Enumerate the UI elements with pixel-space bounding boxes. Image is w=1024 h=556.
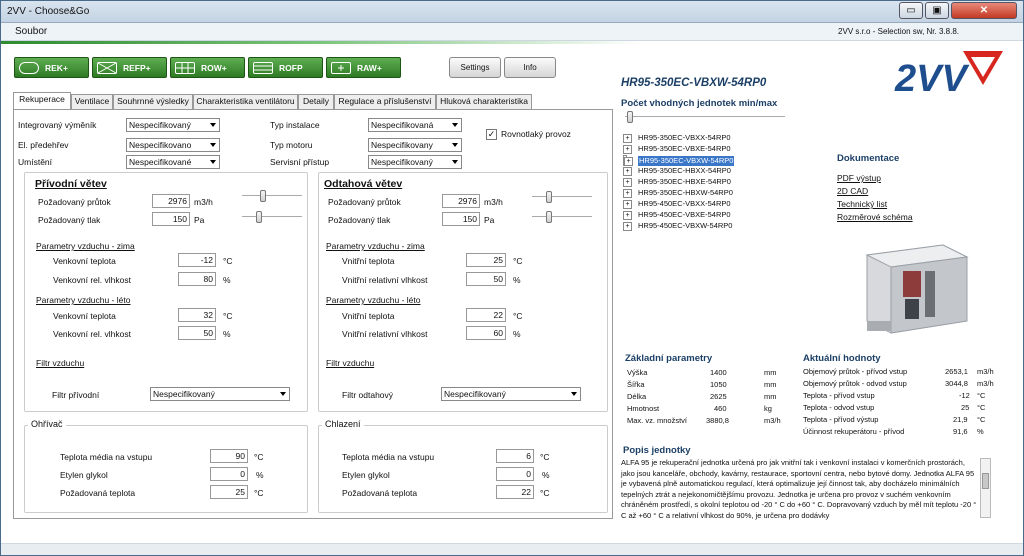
cooler-glycol-unit: %: [542, 470, 550, 480]
supply-group: [24, 172, 308, 412]
title-bar: [1, 1, 1023, 23]
supply-winter-temp-unit: °C: [223, 256, 233, 266]
exhaust-winter-hum-label: Vnitřní relativní vlhkost: [342, 275, 428, 285]
supply-flow-unit: m3/h: [194, 197, 213, 207]
exhaust-winter-hum-unit: %: [513, 275, 521, 285]
heater-target-label: Požadovaná teplota: [60, 488, 136, 498]
exhaust-pressure-input[interactable]: 150: [442, 212, 480, 226]
exchanger-label: Integrovaný výměník: [18, 120, 97, 130]
placement-value: Nespecifikované: [129, 157, 192, 167]
unit-list-label: HR95-450EC-VBXE-54RP0: [638, 210, 731, 219]
cooler-temp-in-unit: °C: [540, 452, 550, 462]
supply-winter-hum-input[interactable]: 80: [178, 272, 216, 286]
slider-thumb[interactable]: [546, 211, 552, 223]
supply-summer-title: Parametry vzduchu - léto: [36, 295, 131, 305]
exchanger-value: Nespecifikovaný: [129, 120, 191, 130]
supply-summer-temp-label: Venkovní teplota: [53, 311, 116, 321]
slider-track: [625, 116, 785, 118]
tab-detaily[interactable]: Detaily: [298, 94, 334, 109]
raw-icon: [331, 62, 351, 74]
actual-label: Účinnost rekuperátoru - přívod: [803, 427, 905, 436]
exchanger-select[interactable]: [126, 118, 220, 132]
param-unit: mm: [764, 392, 777, 401]
slider-thumb[interactable]: [256, 211, 262, 223]
supply-summer-hum-unit: %: [223, 329, 231, 339]
exhaust-summer-temp-label: Vnitřní teplota: [342, 311, 395, 321]
exhaust-winter-title: Parametry vzduchu - zima: [326, 241, 425, 251]
preheater-label: El. předehřev: [18, 140, 69, 150]
menu-file[interactable]: Soubor: [15, 26, 48, 37]
company-logo: [893, 51, 1003, 100]
actual-value: 3044,8: [945, 379, 968, 388]
cooler-group: [318, 425, 608, 513]
exhaust-summer-temp-unit: °C: [513, 311, 523, 321]
rofp-button[interactable]: [248, 57, 323, 78]
expand-icon[interactable]: +: [623, 178, 632, 187]
install-value: Nespecifikovaná: [371, 120, 434, 130]
actual-label: Objemový průtok - odvod vstup: [803, 379, 907, 388]
chevron-down-icon: [452, 123, 458, 127]
supply-filter-label: Filtr přívodní: [52, 390, 100, 400]
rekuperace-panel: [13, 109, 613, 519]
refp-button[interactable]: [92, 57, 167, 78]
actual-title: Aktuální hodnoty: [803, 353, 881, 364]
supply-summer-hum-input[interactable]: 50: [178, 326, 216, 340]
tech-sheet-link[interactable]: Technický list: [837, 199, 888, 209]
slider-thumb[interactable]: [546, 191, 552, 203]
supply-winter-temp-label: Venkovní teplota: [53, 256, 116, 266]
supply-flow-input[interactable]: 2976: [152, 194, 190, 208]
heater-title: Ohřívač: [28, 419, 66, 429]
supply-winter-temp-input[interactable]: -12: [178, 253, 216, 267]
actual-label: Teplota - přívod vstup: [803, 391, 875, 400]
supply-pressure-input[interactable]: 150: [152, 212, 190, 226]
header-divider: [1, 41, 641, 44]
supply-flow-slider[interactable]: [242, 189, 302, 203]
exhaust-summer-temp-input[interactable]: 22: [466, 308, 506, 322]
supply-flow-label: Požadovaný průtok: [38, 197, 111, 207]
motor-select[interactable]: [368, 138, 462, 152]
service-value: Nespecifikovaný: [371, 157, 433, 167]
unit-list-label: HR95-450EC-VBXX-54RP0: [638, 199, 731, 208]
supply-pressure-unit: Pa: [194, 215, 205, 225]
cooler-target-unit: °C: [540, 488, 550, 498]
param-value: 3880,8: [706, 416, 729, 425]
actual-unit: °C: [977, 391, 986, 400]
install-select[interactable]: [368, 118, 462, 132]
preheater-value: Nespecifikovano: [129, 140, 192, 150]
actual-unit: °C: [977, 415, 986, 424]
exhaust-summer-title: Parametry vzduchu - léto: [326, 295, 421, 305]
param-label: Šířka: [627, 380, 645, 389]
supply-filter-select[interactable]: [150, 387, 290, 401]
unit-count-title: Počet vhodných jednotek min/max: [621, 98, 778, 109]
chevron-down-icon: [452, 143, 458, 147]
tab-souhrnne-vysledky[interactable]: Souhrnné výsledky: [113, 94, 193, 109]
pdf-output-link[interactable]: PDF výstup: [837, 173, 881, 183]
unit-list-label: HR95-350EC-VBXE-54RP0: [638, 144, 731, 153]
heater-temp-in-input[interactable]: 90: [210, 449, 248, 463]
version-label: 2VV s.r.o - Selection sw, Nr. 3.8.8.: [838, 27, 959, 36]
expand-icon[interactable]: +: [623, 200, 632, 209]
exhaust-summer-hum-label: Vnitřní relativní vlhkost: [342, 329, 428, 339]
placement-label: Umístění: [18, 157, 53, 167]
actual-value: -12: [959, 391, 970, 400]
supply-winter-hum-label: Venkovní rel. vlhkost: [53, 275, 131, 285]
cooler-title: Chlazení: [322, 419, 364, 429]
row-label: ROW+: [201, 63, 227, 73]
expand-icon[interactable]: +: [624, 157, 633, 166]
exhaust-winter-temp-input[interactable]: 25: [466, 253, 506, 267]
scrollbar-thumb[interactable]: [982, 473, 989, 489]
exhaust-title: Odtahová větev: [324, 178, 403, 190]
row-icon: [175, 62, 195, 74]
actual-value: 2653,1: [945, 367, 968, 376]
chevron-down-icon: [210, 143, 216, 147]
exhaust-filter-value: Nespecifikovaný: [444, 389, 506, 399]
dimension-schema-link[interactable]: Rozměrové schéma: [837, 212, 913, 222]
docs-title: Dokumentace: [837, 153, 900, 164]
heater-glycol-label: Etylen glykol: [60, 470, 108, 480]
unit-count-slider[interactable]: [625, 110, 785, 124]
param-label: Max. vz. množství: [627, 416, 688, 425]
window-title: 2VV - Choose&Go: [7, 6, 90, 17]
refp-label: REFP+: [123, 63, 151, 73]
supply-winter-title: Parametry vzduchu - zima: [36, 241, 135, 251]
tab-rekuperace[interactable]: Rekuperace: [13, 92, 71, 110]
refp-icon: [97, 62, 117, 74]
exhaust-flow-label: Požadovaný průtok: [328, 197, 401, 207]
exhaust-pressure-slider[interactable]: [532, 210, 592, 224]
exhaust-group: [318, 172, 608, 412]
info-button[interactable]: Info: [504, 57, 556, 78]
unit-list-label: HR95-450EC-VBXW-54RP0: [638, 221, 733, 230]
exhaust-filter-select[interactable]: [441, 387, 581, 401]
rofp-label: ROFP: [279, 63, 303, 73]
supply-title: Přívodní větev: [35, 178, 107, 190]
placement-select[interactable]: [126, 155, 220, 169]
exhaust-summer-hum-input[interactable]: 60: [466, 326, 506, 340]
expand-icon[interactable]: +: [623, 134, 632, 143]
param-value: 460: [714, 404, 727, 413]
slider-track: [242, 216, 302, 218]
service-label: Servisní přístup: [270, 157, 330, 167]
chevron-down-icon: [571, 392, 577, 396]
exhaust-winter-temp-unit: °C: [513, 256, 523, 266]
chevron-down-icon: [452, 160, 458, 164]
heater-temp-in-label: Teplota média na vstupu: [60, 452, 153, 462]
param-unit: kg: [764, 404, 772, 413]
rek-label: REK+: [45, 63, 68, 73]
actual-value: 25: [961, 403, 970, 412]
param-unit: m3/h: [764, 416, 781, 425]
raw-label: RAW+: [357, 63, 382, 73]
supply-filter-value: Nespecifikovaný: [153, 389, 215, 399]
unit-list-item-selected[interactable]: [623, 155, 734, 166]
cooler-target-label: Požadovaná teplota: [342, 488, 418, 498]
param-unit: mm: [764, 380, 777, 389]
supply-pressure-label: Požadovaný tlak: [38, 215, 101, 225]
unit-list-label: HR95-350EC-HBXW-54RP0: [638, 188, 733, 197]
expand-icon[interactable]: +: [623, 211, 632, 220]
tab-hlukova-charakteristika[interactable]: Hluková charakteristika: [436, 94, 532, 109]
actual-unit: °C: [977, 403, 986, 412]
description-scrollbar[interactable]: [980, 458, 991, 518]
motor-label: Typ motoru: [270, 140, 313, 150]
expand-icon[interactable]: +: [623, 189, 632, 198]
heater-target-input[interactable]: 25: [210, 485, 248, 499]
rek-icon: [19, 62, 39, 74]
chevron-down-icon: [210, 160, 216, 164]
actual-label: Objemový průtok - přívod vstup: [803, 367, 908, 376]
exhaust-pressure-label: Požadovaný tlak: [328, 215, 391, 225]
menu-bar: [1, 23, 1023, 41]
actual-label: Teplota - přívod výstup: [803, 415, 879, 424]
cooler-glycol-input[interactable]: 0: [496, 467, 534, 481]
service-select[interactable]: [368, 155, 462, 169]
exhaust-winter-temp-label: Vnitřní teplota: [342, 256, 395, 266]
slider-track: [242, 195, 302, 197]
params-title: Základní parametry: [625, 353, 713, 364]
param-value: 1400: [710, 368, 727, 377]
motor-value: Nespecifikovany: [371, 140, 433, 150]
expand-icon[interactable]: +: [623, 222, 632, 231]
tab-ventilace[interactable]: Ventilace: [71, 94, 113, 109]
exhaust-filter-label: Filtr odtahový: [342, 390, 394, 400]
slider-thumb[interactable]: [627, 111, 633, 123]
cooler-temp-in-input[interactable]: 6: [496, 449, 534, 463]
heater-glycol-unit: %: [256, 470, 264, 480]
selected-unit-name: HR95-350EC-VBXW-54RP0: [621, 77, 767, 89]
unit-list-label: HR95-350EC-VBXX-54RP0: [638, 133, 731, 142]
actual-value: 21,9: [953, 415, 968, 424]
supply-summer-temp-input[interactable]: 32: [178, 308, 216, 322]
exhaust-pressure-unit: Pa: [484, 215, 495, 225]
cooler-target-input[interactable]: 22: [496, 485, 534, 499]
description-title: Popis jednotky: [623, 445, 691, 456]
unit-image: [859, 241, 971, 339]
supply-summer-hum-label: Venkovní rel. vlhkost: [53, 329, 131, 339]
unit-list-label: HR95-350EC-VBXW-54RP0: [639, 156, 734, 165]
balance-checkbox[interactable]: ✓: [487, 129, 496, 139]
chevron-down-icon: [210, 123, 216, 127]
heater-temp-in-unit: °C: [254, 452, 264, 462]
chevron-down-icon: [280, 392, 286, 396]
cooler-temp-in-label: Teplota média na vstupu: [342, 452, 435, 462]
slider-thumb[interactable]: [260, 190, 266, 202]
minimize-button[interactable]: ▭: [899, 2, 923, 19]
exhaust-flow-input[interactable]: 2976: [442, 194, 480, 208]
param-value: 1050: [710, 380, 727, 389]
actual-unit: m3/h: [977, 367, 994, 376]
rofp-icon: [253, 62, 273, 74]
actual-unit: %: [977, 427, 984, 436]
exhaust-flow-slider[interactable]: [532, 190, 592, 204]
param-label: Výška: [627, 368, 648, 377]
heater-target-unit: °C: [254, 488, 264, 498]
slider-track: [532, 216, 592, 218]
param-unit: mm: [764, 368, 777, 377]
raw-button[interactable]: [326, 57, 401, 78]
exhaust-winter-hum-input[interactable]: 50: [466, 272, 506, 286]
maximize-button[interactable]: ▣: [925, 2, 949, 19]
slider-track: [532, 196, 592, 198]
cooler-glycol-label: Etylen glykol: [342, 470, 390, 480]
tab-charakteristika-ventilatoru[interactable]: Charakteristika ventilátoru: [193, 94, 298, 109]
expand-icon[interactable]: +: [623, 145, 632, 154]
settings-button[interactable]: Settings: [449, 57, 501, 78]
close-button[interactable]: ✕: [951, 2, 1017, 19]
install-label: Typ instalace: [270, 120, 320, 130]
rek-button[interactable]: [14, 57, 89, 78]
exhaust-filter-title: Filtr vzduchu: [326, 358, 375, 368]
exhaust-flow-unit: m3/h: [484, 197, 503, 207]
param-label: Délka: [627, 392, 647, 401]
description-text: ALFA 95 je rekuperační jednotka určená pro jak vnitřní tak i venkovní instalaci v komerčních prostorách, jako jsou kanceláře, obchody, kavárny, restaurace, sportovní centra, nebo bytové domy. Jednotka ALFA 95 je vybavená plně automatickou regulací, která optimalizuje její činnost tak, aby docházelo minimálních tepelných ztrát a nejekonomičtějšímu provozu. Jednotka je určena pro provoz v suchém venkovním chráněném prostředí, s okolní teplotou od -20 ° C do +60 ° C. Dopravovaný vzduch by měl mít teplotu -20 ° C až +60 ° C a relativní vlhkost do 90%, je určena pro dodávky: [621, 458, 977, 520]
actual-unit: m3/h: [977, 379, 994, 388]
supply-summer-temp-unit: °C: [223, 311, 233, 321]
logo-text: 2VV: [895, 58, 967, 100]
param-label: Hmotnost: [627, 404, 660, 413]
cad-2d-link[interactable]: 2D CAD: [837, 186, 869, 196]
actual-label: Teplota - odvod vstup: [803, 403, 875, 412]
tab-regulace[interactable]: Regulace a příslušenství: [334, 94, 436, 109]
status-bar: [1, 543, 1023, 555]
supply-filter-title: Filtr vzduchu: [36, 358, 85, 368]
heater-glycol-input[interactable]: 0: [210, 467, 248, 481]
expand-icon[interactable]: +: [623, 167, 632, 176]
supply-pressure-slider[interactable]: [242, 210, 302, 224]
actual-value: 91,6: [953, 427, 968, 436]
unit-list-label: HR95-350EC-HBXX-54RP0: [638, 166, 731, 175]
exhaust-summer-hum-unit: %: [513, 329, 521, 339]
unit-list-label: HR95-350EC-HBXE-54RP0: [638, 177, 731, 186]
param-value: 2625: [710, 392, 727, 401]
row-button[interactable]: [170, 57, 245, 78]
balance-label: Rovnotlaký provoz: [501, 129, 571, 139]
preheater-select[interactable]: [126, 138, 220, 152]
heater-group: [24, 425, 308, 513]
supply-winter-hum-unit: %: [223, 275, 231, 285]
